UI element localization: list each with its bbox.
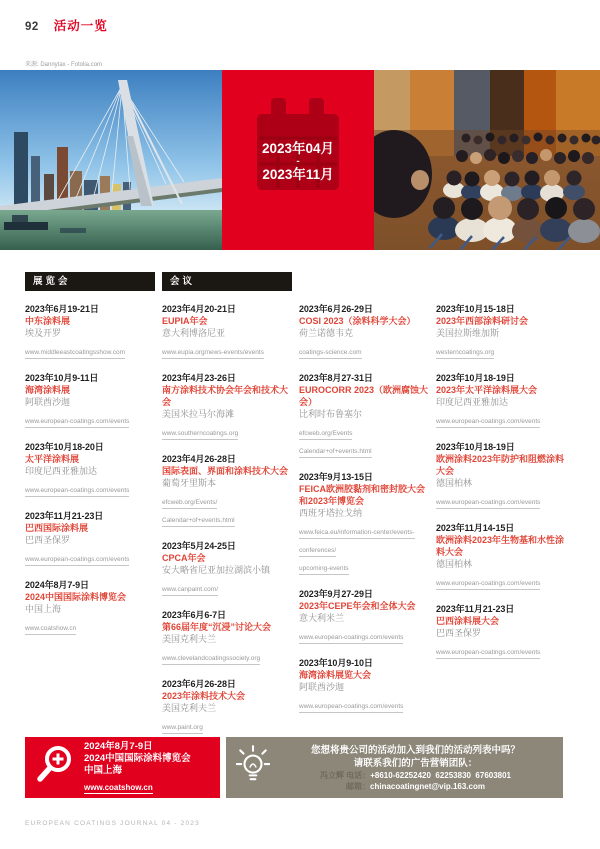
event-urls xyxy=(25,410,155,428)
event-location: 荷兰诺德韦克 xyxy=(299,328,354,338)
event-name: 南方涂料技术协会年会和技术大会 xyxy=(162,385,289,407)
event-url[interactable]: conferences/ xyxy=(299,546,336,557)
event-url[interactable]: www.european-coatings.com/events xyxy=(436,498,540,509)
event-urls xyxy=(436,641,566,659)
event-location: 意大利博洛尼亚 xyxy=(162,328,226,338)
contact-email[interactable]: chinacoatingnet@vip.163.com xyxy=(370,781,485,791)
event-date: 2023年11月21-23日 xyxy=(436,604,515,614)
photo-credit: 来源: Dannytax - Fotolia.com xyxy=(25,62,103,68)
event-name: FEICA欧洲胶黏剂和密封胶大会和2023年博览会 xyxy=(299,484,426,506)
event-name: EUPIA年会 xyxy=(162,316,208,326)
banner-date-range xyxy=(222,140,374,183)
page-number: 92 xyxy=(25,21,39,33)
event-url[interactable]: www.european-coatings.com/events xyxy=(25,486,129,497)
event-location: 意大利米兰 xyxy=(299,613,345,623)
event-location: 美国克利夫兰 xyxy=(162,634,217,644)
section-header xyxy=(162,272,292,291)
promo-title: 2024中国国际涂料博览会 xyxy=(84,752,191,764)
event-url[interactable]: westerncoatings.org xyxy=(436,348,494,359)
contact-phone-line xyxy=(278,770,553,781)
event-urls xyxy=(25,479,155,497)
event-urls xyxy=(25,341,155,359)
event-name: COSI 2023（涂料科学大会） xyxy=(299,316,416,326)
event-date: 2023年10月9-10日 xyxy=(299,658,373,668)
event-location: 德国柏林 xyxy=(436,478,473,488)
event-url[interactable]: Calendar+of+events.html xyxy=(299,447,372,458)
event-location: 埃及开罗 xyxy=(25,328,62,338)
event-url[interactable]: www.clevelandcoatingssociety.org xyxy=(162,654,260,665)
event-date: 2023年6月26-29日 xyxy=(299,304,373,314)
event-location: 安大略省尼亚加拉湖滨小镇 xyxy=(162,565,271,575)
events-column-2 xyxy=(162,272,292,747)
event-date: 2023年4月20-21日 xyxy=(162,304,236,314)
event-location: 德国柏林 xyxy=(436,559,473,569)
event-date: 2024年8月7-9日 xyxy=(25,580,89,590)
event-url[interactable]: efcweb.org/Events/ xyxy=(162,498,217,509)
event-item xyxy=(299,588,429,644)
event-name: CPCA年会 xyxy=(162,553,206,563)
event-url[interactable]: www.european-coatings.com/events xyxy=(25,417,129,428)
contact-name: 冯立辉 xyxy=(319,770,344,780)
lightbulb-icon xyxy=(236,742,270,793)
page-title: 活动一览 xyxy=(53,19,108,33)
event-item xyxy=(162,678,292,734)
event-item xyxy=(436,372,566,428)
events-column-4 xyxy=(436,272,566,747)
event-name: 中东涂料展 xyxy=(25,316,71,326)
event-date: 2023年6月6-7日 xyxy=(162,610,226,620)
event-url[interactable]: www.european-coatings.com/events xyxy=(299,633,403,644)
event-location: 巴西圣保罗 xyxy=(436,628,482,638)
event-url[interactable]: upcoming-events xyxy=(299,564,349,575)
event-location: 美国米拉马尔海滩 xyxy=(162,409,235,419)
event-url[interactable]: www.european-coatings.com/events xyxy=(436,648,540,659)
event-item xyxy=(299,372,429,458)
event-urls xyxy=(162,716,292,734)
event-url[interactable]: www.southerncoatings.org xyxy=(162,429,238,440)
event-item xyxy=(25,510,155,566)
event-urls xyxy=(299,695,429,713)
contact-phones: +8610-62252420 62253830 67603801 xyxy=(370,770,512,780)
event-date: 2023年11月21-23日 xyxy=(25,511,104,521)
event-item xyxy=(162,453,292,527)
contact-email-line xyxy=(278,781,553,792)
event-date: 2023年10月18-19日 xyxy=(436,442,515,452)
events-column-1 xyxy=(25,272,155,747)
event-url[interactable]: www.canpaint.com/ xyxy=(162,585,218,596)
events-columns xyxy=(25,272,575,747)
event-item xyxy=(25,579,155,635)
event-item xyxy=(436,303,566,359)
event-name: 欧洲涂料2023年生物基和水性涂料大会 xyxy=(436,535,565,557)
section-spacer xyxy=(436,272,566,303)
event-name: 巴西国际涂料展 xyxy=(25,523,89,533)
event-name: 2023年太平洋涂料展大会 xyxy=(436,385,538,395)
event-urls xyxy=(25,617,155,635)
section-spacer xyxy=(299,272,429,303)
event-urls xyxy=(25,548,155,566)
event-urls xyxy=(162,491,292,527)
event-location: 阿联酋沙迦 xyxy=(299,682,345,692)
banner-date-from: 2023年04月 xyxy=(261,141,335,156)
event-item xyxy=(162,303,292,359)
promo-url[interactable]: www.coatshow.cn xyxy=(84,782,153,792)
event-url[interactable]: www.european-coatings.com/events xyxy=(299,702,403,713)
promo-date: 2024年8月7-9日 xyxy=(84,740,153,752)
banner-date-separator: - xyxy=(296,156,300,167)
event-urls xyxy=(162,422,292,440)
event-item xyxy=(436,603,566,659)
event-url[interactable]: www.european-coatings.com/events xyxy=(436,579,540,590)
banner xyxy=(0,70,600,250)
event-item xyxy=(436,441,566,509)
event-url[interactable]: www.coatshow.cn xyxy=(25,624,76,635)
event-name: 第66届年度“沉浸”讨论大会 xyxy=(162,622,272,632)
event-date: 2023年8月27-31日 xyxy=(299,373,373,383)
section-header xyxy=(25,272,155,291)
event-url[interactable]: www.european-coatings.com/events xyxy=(436,417,540,428)
event-item xyxy=(25,372,155,428)
event-name: 国际表面、界面和涂料技术大会 xyxy=(162,466,289,476)
event-url[interactable]: www.feica.eu/information-center/events- xyxy=(299,528,415,539)
event-urls xyxy=(436,572,566,590)
promo-location: 中国上海 xyxy=(84,764,123,776)
event-urls xyxy=(299,521,429,575)
event-url[interactable]: www.middleeastcoatingsshow.com xyxy=(25,348,125,359)
section-header-label: 展览会 xyxy=(33,276,71,287)
contact-phone-label: 电话： xyxy=(343,770,371,780)
banner-date-box xyxy=(222,70,374,250)
events-column-3 xyxy=(299,272,429,747)
event-urls xyxy=(162,647,292,665)
event-date: 2023年10月18-19日 xyxy=(436,373,515,383)
event-name: 2023年涂料技术大会 xyxy=(162,691,246,701)
event-item xyxy=(299,657,429,713)
audience-photo xyxy=(374,70,600,250)
event-date: 2023年9月27-29日 xyxy=(299,589,373,599)
event-item xyxy=(299,303,429,359)
event-urls xyxy=(436,491,566,509)
event-location: 比利时布鲁塞尔 xyxy=(299,409,363,419)
event-date: 2023年4月26-28日 xyxy=(162,454,236,464)
banner-date-to: 2023年11月 xyxy=(262,167,334,182)
event-location: 阿联酋沙迦 xyxy=(25,397,71,407)
event-url[interactable]: www.european-coatings.com/events xyxy=(25,555,129,566)
event-name: 太平洋涂料展 xyxy=(25,454,80,464)
event-location: 巴西圣保罗 xyxy=(25,535,71,545)
event-item xyxy=(299,471,429,575)
event-url[interactable]: www.eupia.org/news-events/events xyxy=(162,348,264,359)
event-location: 美国拉斯维加斯 xyxy=(436,328,500,338)
bridge-photo xyxy=(0,70,222,250)
event-name: 欧洲涂料2023年防护和阻燃涂料大会 xyxy=(436,454,565,476)
event-name: 海湾涂料展 xyxy=(25,385,71,395)
event-url[interactable]: efcweb.org/Events xyxy=(299,429,352,440)
event-location: 美国克利夫兰 xyxy=(162,703,217,713)
event-date: 2023年4月23-26日 xyxy=(162,373,236,383)
bottom-strip xyxy=(25,737,563,798)
event-urls xyxy=(162,341,292,359)
event-name: 海湾涂料展览大会 xyxy=(299,670,372,680)
event-location: 印度尼西亚雅加达 xyxy=(436,397,509,407)
event-name: 2023年CEPE年会和全体大会 xyxy=(299,601,416,611)
event-urls xyxy=(162,578,292,596)
event-name: 2024中国国际涂料博览会 xyxy=(25,592,127,602)
event-location: 西班牙塔拉戈纳 xyxy=(299,508,363,518)
event-date: 2023年10月15-18日 xyxy=(436,304,515,314)
event-url[interactable]: www.paint.org xyxy=(162,723,203,734)
event-location: 葡萄牙里斯本 xyxy=(162,478,217,488)
event-item xyxy=(162,609,292,665)
event-date: 2023年11月14-15日 xyxy=(436,523,515,533)
coatshow-promo-box xyxy=(25,737,220,798)
event-location: 中国上海 xyxy=(25,604,62,614)
event-urls xyxy=(436,341,566,359)
event-date: 2023年9月13-15日 xyxy=(299,472,373,482)
contact-cta: 请联系我们的广告营销团队： xyxy=(353,757,478,769)
event-name: EUROCORR 2023（欧洲腐蚀大会） xyxy=(299,385,429,407)
event-urls xyxy=(299,626,429,644)
section-header-label: 会议 xyxy=(170,276,196,287)
contact-question: 您想将贵公司的活动加入到我们的活动列表中吗？ xyxy=(310,744,520,756)
contact-box xyxy=(226,737,563,798)
event-location: 印度尼西亚雅加达 xyxy=(25,466,98,476)
event-date: 2023年6月26-28日 xyxy=(162,679,236,689)
event-urls xyxy=(436,410,566,428)
journal-footer: EUROPEAN COATINGS JOURNAL 04 - 2023 xyxy=(25,820,200,827)
event-date: 2023年6月19-21日 xyxy=(25,304,99,314)
event-date: 2023年10月9-11日 xyxy=(25,373,99,383)
event-item xyxy=(162,540,292,596)
contact-email-label: 邮箱： xyxy=(346,781,371,791)
event-item xyxy=(25,441,155,497)
event-item xyxy=(436,522,566,590)
event-date: 2023年10月18-20日 xyxy=(25,442,104,452)
event-name: 2023年西部涂料研讨会 xyxy=(436,316,529,326)
event-name: 巴西涂料展大会 xyxy=(436,616,500,626)
event-date: 2023年5月24-25日 xyxy=(162,541,236,551)
event-urls xyxy=(299,341,429,359)
event-item xyxy=(162,372,292,440)
event-url[interactable]: coatings-science.com xyxy=(299,348,362,359)
page-header xyxy=(25,16,108,34)
event-urls xyxy=(299,422,429,458)
magnifier-plus-icon xyxy=(35,745,75,790)
event-item xyxy=(25,303,155,359)
event-url[interactable]: Calendar+of+events.html xyxy=(162,516,235,527)
